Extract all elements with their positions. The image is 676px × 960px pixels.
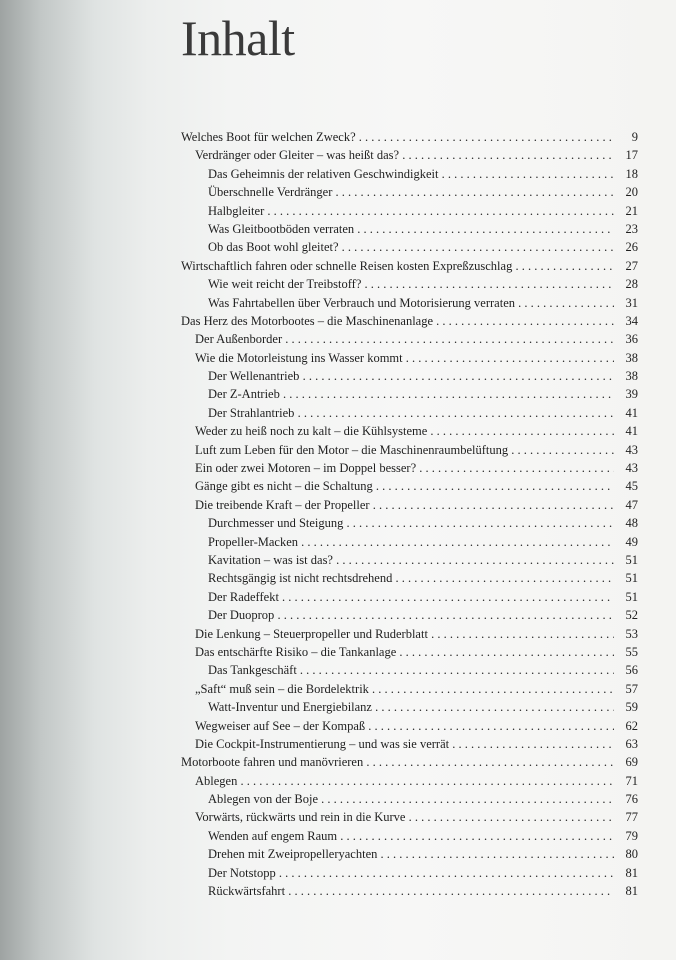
toc-entry-title: Das Herz des Motorbootes – die Maschinenanlage . . <box>181 312 614 330</box>
toc-entry <box>181 496 640 514</box>
toc-entry-title: „Saft“ muß sein – die Bordelektrik . . <box>195 680 614 698</box>
toc-entry-title: Der Strahlantrieb . . <box>208 404 614 422</box>
toc-entry <box>181 717 640 735</box>
toc-entry-page-number: 26 <box>625 240 638 255</box>
toc-entry <box>181 606 640 624</box>
toc-entry-page-number: 47 <box>625 497 638 512</box>
toc-entry <box>181 275 640 293</box>
toc-entry <box>181 772 640 790</box>
toc-entry <box>181 367 640 385</box>
toc-entry-title: Drehen mit Zweipropelleryachten . . <box>208 845 614 863</box>
toc-entry-page-number: 27 <box>625 258 638 273</box>
toc-entry <box>181 698 640 716</box>
toc-entry <box>181 753 640 771</box>
toc-entry-page-number: 56 <box>625 663 638 678</box>
toc-entry-title: Rückwärtsfahrt . . <box>208 882 614 900</box>
toc-entry <box>181 385 640 403</box>
toc-entry-page-number: 49 <box>625 534 638 549</box>
toc-entry <box>181 330 640 348</box>
toc-entry <box>181 882 640 900</box>
toc-entry <box>181 257 640 275</box>
toc-entry-title: Ein oder zwei Motoren – im Doppel besser? . . <box>195 459 614 477</box>
toc-entry <box>181 404 640 422</box>
toc-entry-title: Das entschärfte Risiko – die Tankanlage . . <box>195 643 614 661</box>
toc-entry-title: Die treibende Kraft – der Propeller . . <box>195 496 614 514</box>
toc-entry-title: Wirtschaftlich fahren oder schnelle Reisen kosten Expreßzuschlag . . <box>181 257 614 275</box>
toc-entry-page-number: 36 <box>625 332 638 347</box>
toc-entry-page-number: 43 <box>625 442 638 457</box>
toc-entry-title: Wegweiser auf See – der Kompaß . . <box>195 717 614 735</box>
toc-entry-title: Überschnelle Verdränger . . <box>208 183 614 201</box>
toc-entry <box>181 220 640 238</box>
toc-entry-page-number: 52 <box>625 608 638 623</box>
toc-entry-page-number: 18 <box>625 166 638 181</box>
page-title: Inhalt <box>181 10 295 66</box>
toc-entry-title: Der Duoprop . . <box>208 606 614 624</box>
toc-entry-title: Der Z-Antrieb . . <box>208 385 614 403</box>
toc-entry <box>181 533 640 551</box>
toc-entry-title: Gänge gibt es nicht – die Schaltung . . <box>195 477 614 495</box>
toc-entry-page-number: 31 <box>625 295 638 310</box>
toc-entry-title: Wenden auf engem Raum . . <box>208 827 614 845</box>
toc-entry-title: Propeller-Macken . . <box>208 533 614 551</box>
toc-entry-page-number: 76 <box>625 792 638 807</box>
toc-entry <box>181 735 640 753</box>
toc-entry-title: Luft zum Leben für den Motor – die Maschinenraumbelüftung . . <box>195 441 614 459</box>
toc-entry-title: Was Fahrtabellen über Verbrauch und Motorisierung verraten . . <box>208 294 614 312</box>
toc-entry-title: Was Gleitbootböden verraten . . <box>208 220 614 238</box>
toc-entry-title: Wie die Motorleistung ins Wasser kommt . . <box>195 349 614 367</box>
toc-entry-page-number: 45 <box>625 479 638 494</box>
toc-entry <box>181 477 640 495</box>
table-of-contents <box>181 128 640 900</box>
toc-entry-title: Die Lenkung – Steuerpropeller und Ruderblatt . . <box>195 625 614 643</box>
toc-entry-page-number: 51 <box>625 552 638 567</box>
toc-entry <box>181 165 640 183</box>
toc-entry <box>181 588 640 606</box>
toc-entry-title: Watt-Inventur und Energiebilanz . . <box>208 698 614 716</box>
toc-entry-page-number: 80 <box>625 847 638 862</box>
toc-entry-page-number: 17 <box>625 148 638 163</box>
toc-entry <box>181 661 640 679</box>
toc-entry <box>181 349 640 367</box>
toc-entry-title: Rechtsgängig ist nicht rechtsdrehend . . <box>208 569 614 587</box>
toc-entry <box>181 312 640 330</box>
toc-entry-title: Ob das Boot wohl gleitet? . . <box>208 238 614 256</box>
toc-entry-title: Weder zu heiß noch zu kalt – die Kühlsysteme . . <box>195 422 614 440</box>
toc-entry <box>181 845 640 863</box>
toc-entry-title: Der Radeffekt . . <box>208 588 614 606</box>
toc-entry-page-number: 39 <box>625 387 638 402</box>
toc-entry-page-number: 21 <box>625 203 638 218</box>
toc-entry-title: Ablegen von der Boje . . <box>208 790 614 808</box>
toc-entry-title: Der Außenborder . . <box>195 330 614 348</box>
toc-entry-page-number: 38 <box>625 369 638 384</box>
toc-entry-title: Halbgleiter . . <box>208 202 614 220</box>
toc-entry <box>181 128 640 146</box>
toc-entry <box>181 441 640 459</box>
toc-entry <box>181 514 640 532</box>
toc-entry-page-number: 9 <box>631 130 638 144</box>
toc-entry-page-number: 62 <box>625 718 638 733</box>
toc-entry-title: Kavitation – was ist das? . . <box>208 551 614 569</box>
toc-entry-title: Durchmesser und Steigung . . <box>208 514 614 532</box>
toc-entry <box>181 827 640 845</box>
toc-entry <box>181 183 640 201</box>
toc-entry-page-number: 41 <box>625 405 638 420</box>
toc-entry-page-number: 81 <box>625 884 638 899</box>
toc-entry-page-number: 55 <box>625 644 638 659</box>
toc-entry-page-number: 79 <box>625 828 638 843</box>
toc-entry <box>181 643 640 661</box>
toc-entry-page-number: 57 <box>625 681 638 696</box>
toc-entry-page-number: 43 <box>625 461 638 476</box>
toc-entry <box>181 808 640 826</box>
toc-entry <box>181 422 640 440</box>
toc-entry <box>181 146 640 164</box>
toc-entry-title: Die Cockpit-Instrumentierung – und was sie verrät . . <box>195 735 614 753</box>
toc-entry-title: Das Geheimnis der relativen Geschwindigkeit . . <box>208 165 614 183</box>
toc-entry-title: Motorboote fahren und manövrieren . . <box>181 753 614 771</box>
toc-entry <box>181 864 640 882</box>
toc-entry <box>181 680 640 698</box>
toc-entry-title: Verdränger oder Gleiter – was heißt das? . . <box>195 146 614 164</box>
toc-entry-page-number: 51 <box>625 589 638 604</box>
toc-entry-page-number: 23 <box>625 221 638 236</box>
toc-entry-page-number: 53 <box>625 626 638 641</box>
toc-entry-title: Vorwärts, rückwärts und rein in die Kurve . . <box>195 808 614 826</box>
toc-entry-page-number: 71 <box>625 773 638 788</box>
toc-entry-page-number: 59 <box>625 700 638 715</box>
toc-entry-page-number: 20 <box>625 185 638 200</box>
toc-entry <box>181 625 640 643</box>
toc-entry-page-number: 38 <box>625 350 638 365</box>
toc-entry <box>181 459 640 477</box>
toc-entry-page-number: 51 <box>625 571 638 586</box>
toc-entry-title: Das Tankgeschäft . . <box>208 661 614 679</box>
toc-entry <box>181 790 640 808</box>
toc-entry <box>181 294 640 312</box>
toc-entry-title: Wie weit reicht der Treibstoff? . . <box>208 275 614 293</box>
toc-entry-page-number: 28 <box>625 277 638 292</box>
toc-entry-page-number: 63 <box>625 736 638 751</box>
toc-entry-page-number: 34 <box>625 313 638 328</box>
toc-entry-page-number: 41 <box>625 424 638 439</box>
toc-entry <box>181 551 640 569</box>
toc-entry-title: Ablegen . . <box>195 772 614 790</box>
toc-entry <box>181 569 640 587</box>
toc-entry <box>181 202 640 220</box>
toc-entry <box>181 238 640 256</box>
toc-entry-page-number: 48 <box>625 516 638 531</box>
toc-entry-title: Der Wellenantrieb . . <box>208 367 614 385</box>
toc-entry-page-number: 69 <box>625 755 638 770</box>
toc-entry-title: Der Notstopp . . <box>208 864 614 882</box>
toc-entry-title: Welches Boot für welchen Zweck? . . <box>181 128 614 146</box>
toc-entry-page-number: 77 <box>625 810 638 825</box>
toc-entry-page-number: 81 <box>625 865 638 880</box>
